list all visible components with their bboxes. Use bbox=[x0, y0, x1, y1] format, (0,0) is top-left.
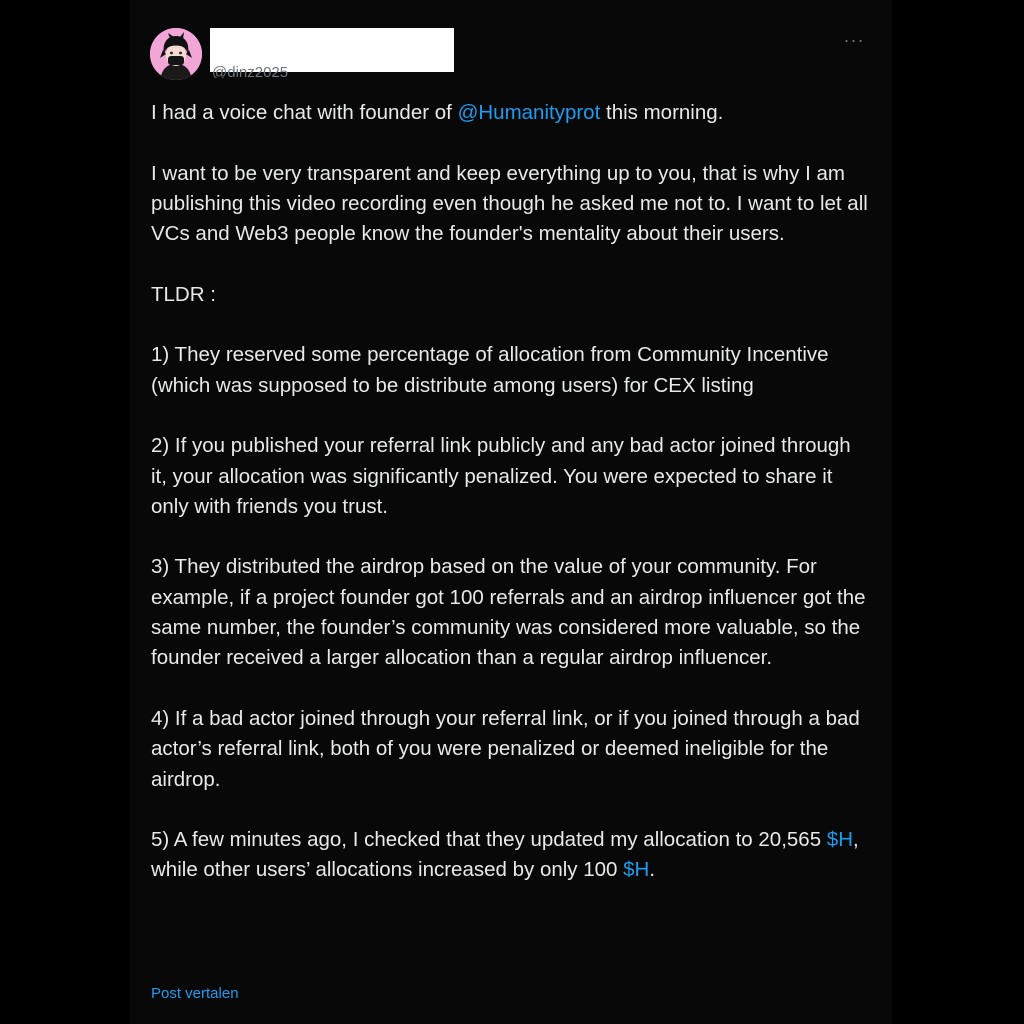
paragraph-point-4: 4) If a bad actor joined through your referral link, or if you joined through a bad actor’s referral link, both of you were penalized or deemed ineligible for the airdrop. bbox=[151, 706, 860, 791]
point-5-text-c: . bbox=[649, 858, 656, 882]
paragraph-point-5 bbox=[151, 825, 871, 886]
translate-post-link[interactable]: Post vertalen bbox=[151, 985, 239, 1002]
paragraph-tldr: TLDR : bbox=[151, 282, 216, 306]
avatar[interactable] bbox=[150, 28, 202, 80]
paragraph-point-3: 3) They distributed the airdrop based on the value of your community. For example, if a project founder got 100 referrals and an airdrop influencer got the same number, the founder’s community was considered more valuable, so the founder received a larger allocation than a regular airdrop influencer. bbox=[151, 555, 866, 670]
paragraph-point-2: 2) If you published your referral link publicly and any bad actor joined through it, your allocation was significantly penalized. You were expected to share it only with friends you trust. bbox=[151, 434, 851, 518]
point-5-text-b: , while other users’ allocations increased by only 100 bbox=[151, 828, 859, 882]
paragraph-point-1: 1) They reserved some percentage of allocation from Community Incentive (which was supposed to be distribute among users) for CEX listing bbox=[151, 343, 829, 397]
paragraph-intro bbox=[151, 98, 871, 128]
avatar-character-icon bbox=[150, 28, 202, 80]
intro-text-start: I had a voice chat with founder of bbox=[151, 101, 458, 124]
post-text bbox=[151, 98, 871, 886]
point-5-text-a: 5) A few minutes ago, I checked that they updated my allocation to 20,565 bbox=[151, 828, 827, 852]
intro-text-end: this morning. bbox=[600, 101, 724, 124]
mention-link[interactable]: @Humanityprot bbox=[457, 101, 601, 124]
more-options-icon[interactable]: ··· bbox=[843, 30, 865, 50]
post-header bbox=[150, 28, 870, 82]
cashtag-link[interactable]: $H bbox=[623, 858, 650, 882]
paragraph-transparency: I want to be very transparent and keep everything up to you, that is why I am publishing this video recording even though he asked me not to. I want to let all VCs and Web3 people know the founder's mentality about their users. bbox=[151, 161, 868, 246]
user-handle[interactable]: @dinz2025 bbox=[212, 64, 289, 78]
cashtag-link[interactable]: $H bbox=[826, 828, 854, 852]
